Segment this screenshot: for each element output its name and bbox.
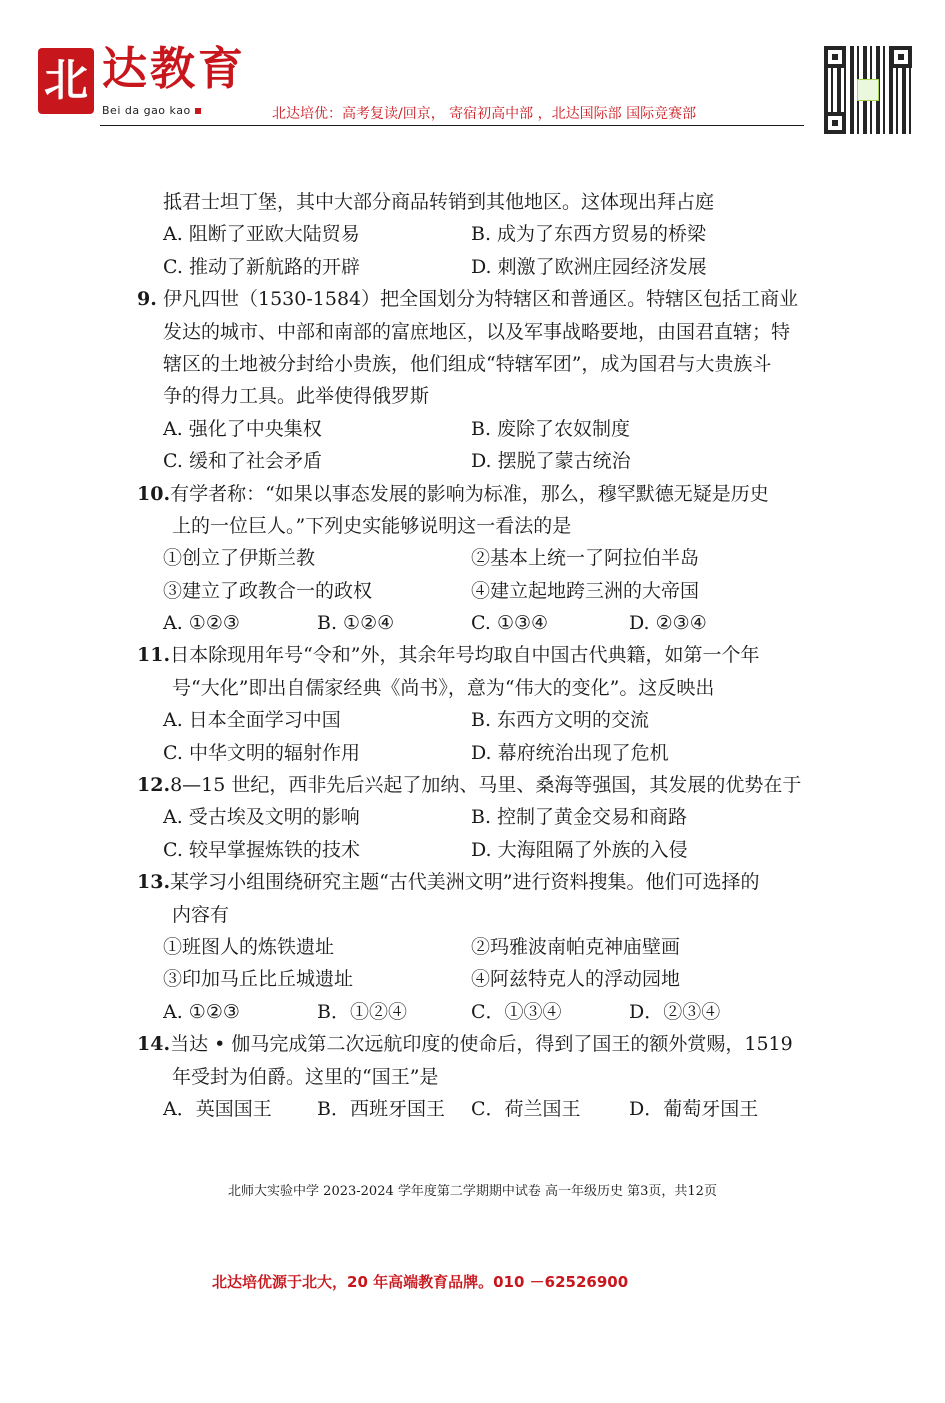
option-d: D. ②③④ (629, 612, 707, 635)
option-b: B. 废除了农奴制度 (471, 417, 631, 440)
option-b: ②基本上统一了阿拉伯半岛 (471, 547, 700, 570)
line-text: 号“大化”即出自儒家经典《尚书》，意为“伟大的变化”。这反映出 (172, 676, 715, 699)
line-text: 辖区的土地被分封给小贵族，他们组成“特辖军团”，成为国君与大贵族斗 (163, 352, 772, 375)
option-b: D. 大海阻隔了外族的入侵 (471, 838, 688, 861)
text-line (137, 380, 817, 412)
option-row (137, 704, 817, 736)
qr-code-icon (824, 46, 912, 134)
text-line (137, 672, 817, 704)
logo-mark (38, 48, 94, 114)
logo-char: 北 (44, 55, 88, 106)
text-line (137, 1061, 817, 1093)
option-row (137, 1093, 817, 1125)
option-a: ③建立了政教合一的政权 (163, 579, 373, 602)
option-row (137, 445, 817, 477)
option-b: D. 刺激了欧洲庄园经济发展 (471, 255, 707, 278)
option-b: ④建立起地跨三洲的大帝国 (471, 579, 700, 602)
question-stem (137, 1028, 817, 1060)
option-row (137, 542, 817, 574)
text-line (137, 186, 817, 218)
text-line (137, 510, 817, 542)
option-row (137, 801, 817, 833)
option-a: ①创立了伊斯兰教 (163, 547, 316, 570)
option-a: A. 日本全面学习中国 (163, 709, 341, 732)
option-a: C. 中华文明的辐射作用 (163, 741, 360, 764)
question-stem (137, 283, 817, 315)
option-a: C. 推动了新航路的开辟 (163, 255, 360, 278)
option-a: A. ①②③ (163, 1000, 240, 1023)
page-footer: 北师大实验中学 2023-2024 学年度第二学期期中试卷 高一年级历史 第3页，共12页 (228, 1184, 717, 1199)
question-stem (137, 866, 817, 898)
option-row (137, 737, 817, 769)
option-d: D．葡萄牙国王 (629, 1097, 759, 1120)
option-row (137, 931, 817, 963)
option-b: B．①②④ (317, 1000, 407, 1023)
question-stem (137, 478, 817, 510)
question-number: 11. (137, 644, 171, 667)
option-b: D. 摆脱了蒙古统治 (471, 450, 631, 473)
question-number: 13. (137, 871, 171, 894)
option-b: B．西班牙国王 (317, 1097, 445, 1120)
option-row (137, 607, 817, 639)
option-row (137, 996, 817, 1028)
line-text: 上的一位巨人。”下列史实能够说明这一看法的是 (172, 514, 572, 537)
advert-line: 北达培优源于北大，20 年高端教育品牌。010 －62526900 (212, 1273, 629, 1291)
option-b: B. 成为了东西方贸易的桥梁 (471, 223, 707, 246)
option-c: C．①③④ (471, 1000, 562, 1023)
logo-title: 达教育 (102, 42, 247, 95)
text-line (137, 316, 817, 348)
question-text: 伊凡四世（1530-1584）把全国划分为特辖区和普通区。特辖区包括工商业 (163, 288, 799, 311)
header-tagline: 北达培优：高考复读/回京， 寄宿初高中部 ，北达国际部 国际竞赛部 (272, 106, 697, 122)
option-a: A. 阻断了亚欧大陆贸易 (163, 223, 360, 246)
option-b: ④阿兹特克人的浮动园地 (471, 968, 681, 991)
option-row (137, 251, 817, 283)
line-text: 发达的城市、中部和南部的富庶地区，以及军事战略要地，由国君直辖；特 (163, 320, 791, 343)
option-c: C. ①③④ (471, 612, 549, 635)
option-row (137, 575, 817, 607)
option-a: A. ①②③ (163, 612, 240, 635)
line-text: 争的得力工具。此举使得俄罗斯 (163, 385, 430, 408)
option-a: ③印加马丘比丘城遗址 (163, 968, 354, 991)
question-text: 8—15 世纪，西非先后兴起了加纳、马里、桑海等强国，其发展的优势在于 (170, 774, 802, 797)
option-b: D. 幕府统治出现了危机 (471, 741, 669, 764)
option-a: A. 受古埃及文明的影响 (163, 806, 360, 829)
question-text: 日本除现用年号“令和”外，其余年号均取自中国古代典籍，如第一个年 (170, 644, 760, 667)
option-a: C. 较早掌握炼铁的技术 (163, 838, 360, 861)
option-a: A．英国国王 (163, 1097, 272, 1120)
question-stem (137, 769, 817, 801)
option-row (137, 413, 817, 445)
question-body (137, 186, 817, 1125)
question-text: 有学者称：“如果以事态发展的影响为标准，那么，穆罕默德无疑是历史 (170, 482, 769, 505)
option-a: C. 缓和了社会矛盾 (163, 450, 322, 473)
question-text: 某学习小组围绕研究主题“古代美洲文明”进行资料搜集。他们可选择的 (170, 871, 760, 894)
question-number: 14. (137, 1033, 171, 1056)
line-text: 年受封为伯爵。这里的“国王”是 (172, 1065, 439, 1088)
option-c: C．荷兰国王 (471, 1097, 581, 1120)
option-row (137, 218, 817, 250)
option-b: B. 控制了黄金交易和商路 (471, 806, 688, 829)
option-a: A. 强化了中央集权 (163, 417, 322, 440)
question-stem (137, 639, 817, 671)
logo-square-icon (195, 108, 201, 114)
line-text: 抵君士坦丁堡，其中大部分商品转销到其他地区。这体现出拜占庭 (163, 191, 715, 213)
logo-pinyin: Bei da gao kao (102, 104, 191, 117)
question-number: 10. (137, 482, 171, 505)
option-b: B. ①②④ (317, 612, 395, 635)
line-text: 内容有 (172, 903, 230, 926)
option-row (137, 834, 817, 866)
logo-subtitle (102, 104, 201, 117)
text-line (137, 899, 817, 931)
option-b: ②玛雅波南帕克神庙壁画 (471, 935, 681, 958)
question-text: 当达 • 伽马完成第二次远航印度的使命后，得到了国王的额外赏赐，1519 (170, 1033, 793, 1056)
option-b: B. 东西方文明的交流 (471, 709, 650, 732)
header-rule (100, 125, 804, 126)
option-row (137, 963, 817, 995)
question-number: 12. (137, 774, 171, 797)
option-d: D．②③④ (629, 1000, 721, 1023)
text-line (137, 348, 817, 380)
question-number: 9. (137, 288, 157, 311)
option-a: ①班图人的炼铁遗址 (163, 935, 335, 958)
